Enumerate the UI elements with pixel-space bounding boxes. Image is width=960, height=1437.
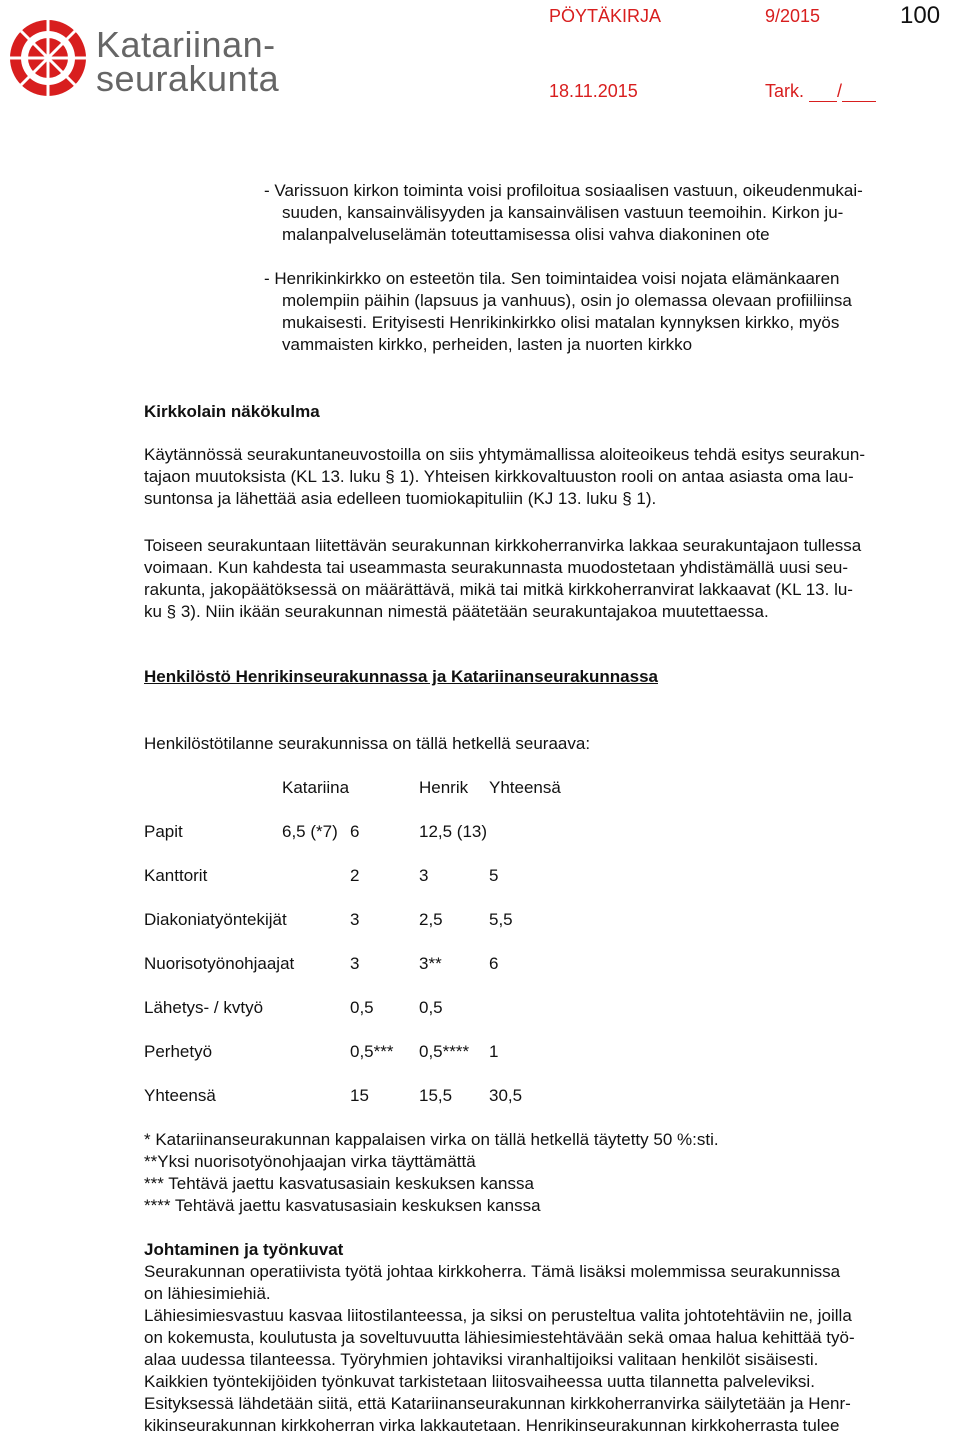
logo-text-line2: seurakunta [96, 58, 280, 99]
text-line: malanpalveluselämän toteuttamisessa olisi vahva diakoninen ote [282, 225, 770, 244]
table-cell: 3 [350, 954, 360, 973]
staff-intro: Henkilöstötilanne seurakunnissa on tällä hetkellä seuraava: [144, 734, 591, 753]
row-label: Kanttorit [144, 866, 208, 885]
text-line: on kokemusta, koulutusta ja soveltuvuutta lähiesimiestehtävään sekä omaa halua kehittää työ- [144, 1328, 855, 1347]
row-label: Lähetys- / kvtyö [144, 998, 264, 1017]
tark-separator: / [837, 81, 843, 101]
table-cell: 6,5 (*7) [282, 822, 338, 841]
table-cell: 15 [350, 1086, 369, 1105]
paragraph-aloiteoikeus [144, 444, 956, 510]
column-header: Katariina [282, 778, 350, 797]
table-cell: 6 [350, 822, 360, 841]
row-label: Yhteensä [144, 1086, 216, 1105]
text-line: Kaikkien työntekijöiden työnkuvat tarkistetaan liitosvaiheessa uutta tilannetta palveleviksi. [144, 1372, 815, 1391]
text-line: ku § 3). Niin ikään seurakunnan nimestä päätetään seurakuntajakoa muutettaessa. [144, 602, 769, 621]
column-header: Henrik [419, 778, 469, 797]
text-line: tajaon muutoksista (KL 13. luku § 1). Yhteisen kirkkovaltuuston rooli on antaa asiasta oma lau- [144, 467, 854, 486]
table-cell: 5 [489, 866, 499, 885]
section-heading-johtaminen: Johtaminen ja työnkuvat [144, 1240, 344, 1259]
page-number: 100 [900, 2, 941, 29]
text-line: rakunta, jakopäätöksessä on määrättävä, mikä tai mitkä kirkkoherranvirat lakkaavat (KL 13. lu- [144, 580, 853, 599]
text-line: suntonsa ja lähettää asia edelleen tuomiokapituliin (KJ 13. luku § 1). [144, 489, 657, 508]
row-label: Nuorisotyönohjaajat [144, 954, 295, 973]
doc-number: 9/2015 [765, 6, 821, 26]
text-line: alaa uudessa tilanteessa. Työryhmien johtaviksi viranhaltijoiksi valitaan henkilöt sisäisesti. [144, 1350, 819, 1369]
doc-type: PÖYTÄKIRJA [549, 6, 662, 26]
tark-field [765, 80, 876, 102]
column-header: Yhteensä [489, 778, 561, 797]
footnote: *** Tehtävä jaettu kasvatusasiain keskuksen kanssa [144, 1174, 534, 1193]
section-heading-kirkkolaki: Kirkkolain näkökulma [144, 402, 320, 421]
text-line: voimaan. Kun kahdesta tai useammasta seurakunnasta muodostetaan yhdistämällä uusi seu- [144, 558, 849, 577]
footnote: **** Tehtävä jaettu kasvatusasiain keskuksen kanssa [144, 1196, 541, 1215]
table-cell: 3 [350, 910, 360, 929]
text-line: Esityksessä lähdetään siitä, että Katariinanseurakunnan kirkkoherranvirka säilytetään ja Henr- [144, 1394, 851, 1413]
tark-label: Tark. [765, 81, 805, 101]
paragraph-johtaminen [144, 1261, 956, 1437]
row-label: Papit [144, 822, 183, 841]
table-cell: 12,5 (13) [419, 822, 488, 841]
table-cell: 6 [489, 954, 499, 973]
table-cell: 0,5*** [350, 1042, 394, 1061]
table-cell: 30,5 [489, 1086, 523, 1105]
text-line: - Henrikinkirkko on esteetön tila. Sen toimintaidea voisi nojata elämänkaaren [264, 269, 840, 288]
table-cell: 0,5 [350, 998, 374, 1017]
paragraph-kirkkoherranvirka [144, 535, 956, 623]
text-line: Lähiesimiesvastuu kasvaa liitostilanteessa, ja siksi on perusteltua valita johtotehtäviin ne, joilla [144, 1306, 852, 1325]
text-line: Toiseen seurakuntaan liitettävän seurakunnan kirkkoherranvirka lakkaa seurakuntajaon tullessa [144, 536, 862, 555]
table-cell: 0,5**** [419, 1042, 470, 1061]
text-line: molempiin päihin (lapsuus ja vanhuus), osin jo olemassa olevaan profiiliinsa [282, 291, 852, 310]
footnote: **Yksi nuorisotyönohjaajan virka täyttämättä [144, 1152, 476, 1171]
row-label: Diakoniatyöntekijät [144, 910, 287, 929]
text-line: kikinseurakunnan kirkkoherran virka lakkautetaan. Henrikinseurakunnan kirkkoherrasta tulee [144, 1416, 840, 1435]
table-cell: 2 [350, 866, 360, 885]
table-cell: 0,5 [419, 998, 443, 1017]
table-cell: 3 [419, 866, 429, 885]
table-cell: 2,5 [419, 910, 443, 929]
text-line: on lähiesimiehiä. [144, 1284, 271, 1303]
table-cell: 5,5 [489, 910, 513, 929]
table-cell: 3** [419, 954, 442, 973]
logo-text-line1: Katariinan- [96, 24, 276, 65]
table-cell: 15,5 [419, 1086, 453, 1105]
logo-icon [8, 18, 88, 98]
text-line: vammaisten kirkko, perheiden, lasten ja nuorten kirkko [282, 335, 693, 354]
bullet-varissuo [264, 180, 956, 246]
section-heading-henkilosto: Henkilöstö Henrikinseurakunnassa ja Katariinanseurakunnassa [144, 667, 658, 686]
table-cell: 1 [489, 1042, 499, 1061]
text-line: mukaisesti. Erityisesti Henrikinkirkko olisi matalan kynnyksen kirkko, myös [282, 313, 840, 332]
row-label: Perhetyö [144, 1042, 213, 1061]
bullet-henrikinkirkko [264, 268, 956, 356]
text-line: Käytännössä seurakuntaneuvostoilla on siis yhtymämallissa aloiteoikeus tehdä esitys seurakun- [144, 445, 865, 464]
doc-date: 18.11.2015 [549, 81, 638, 101]
footnote: * Katariinanseurakunnan kappalaisen virka on tällä hetkellä täytetty 50 %:sti. [144, 1130, 719, 1149]
text-line: Seurakunnan operatiivista työtä johtaa kirkkoherra. Tämä lisäksi molemmissa seurakunnissa [144, 1262, 841, 1281]
text-line: - Varissuon kirkon toiminta voisi profiloitua sosiaalisen vastuun, oikeudenmukai- [264, 181, 863, 200]
staff-footnotes [144, 1129, 719, 1217]
text-line: suuden, kansainvälisyyden ja kansainvälisen vastuun teemoihin. Kirkon ju- [282, 203, 844, 222]
